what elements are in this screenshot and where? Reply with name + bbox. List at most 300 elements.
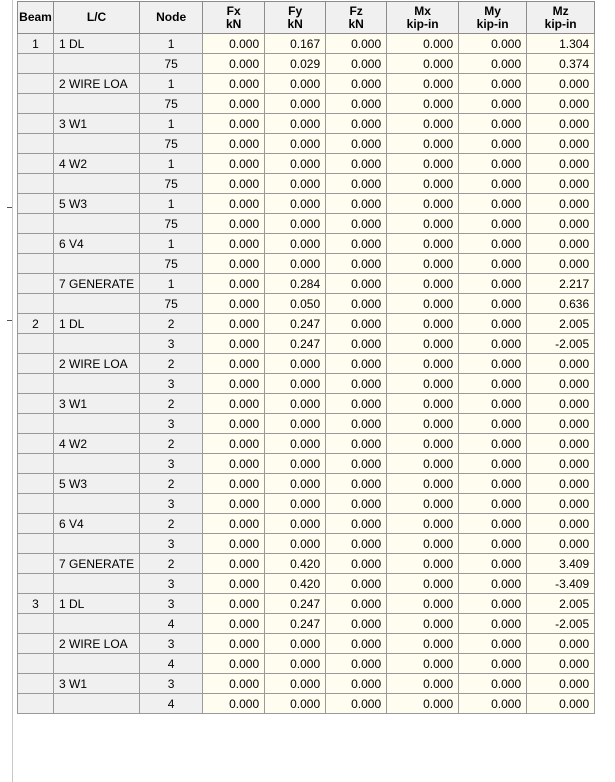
my-cell[interactable]: 0.000: [459, 514, 527, 534]
mx-cell[interactable]: 0.000: [387, 214, 459, 234]
node-cell[interactable]: 75: [140, 94, 203, 114]
mx-cell[interactable]: 0.000: [387, 234, 459, 254]
fy-cell[interactable]: 0.247: [265, 594, 326, 614]
mz-cell[interactable]: -2.005: [527, 334, 595, 354]
node-cell[interactable]: 2: [140, 394, 203, 414]
node-cell[interactable]: 1: [140, 194, 203, 214]
fz-cell[interactable]: 0.000: [326, 374, 387, 394]
beam-cell[interactable]: [18, 514, 54, 534]
fz-cell[interactable]: 0.000: [326, 214, 387, 234]
fy-cell[interactable]: 0.247: [265, 334, 326, 354]
fz-cell[interactable]: 0.000: [326, 614, 387, 634]
beam-cell[interactable]: [18, 414, 54, 434]
mz-cell[interactable]: 0.000: [527, 674, 595, 694]
beam-cell[interactable]: [18, 274, 54, 294]
node-cell[interactable]: 1: [140, 114, 203, 134]
mz-cell[interactable]: 0.000: [527, 214, 595, 234]
node-cell[interactable]: 3: [140, 414, 203, 434]
mz-cell[interactable]: 0.000: [527, 134, 595, 154]
fy-cell[interactable]: 0.000: [265, 114, 326, 134]
fz-cell[interactable]: 0.000: [326, 154, 387, 174]
beam-cell[interactable]: [18, 474, 54, 494]
node-cell[interactable]: 4: [140, 694, 203, 714]
load-case-cell[interactable]: [54, 254, 140, 274]
load-case-cell[interactable]: 3 W1: [54, 114, 140, 134]
fy-cell[interactable]: 0.000: [265, 394, 326, 414]
my-cell[interactable]: 0.000: [459, 274, 527, 294]
fx-cell[interactable]: 0.000: [203, 554, 265, 574]
my-cell[interactable]: 0.000: [459, 34, 527, 54]
fx-cell[interactable]: 0.000: [203, 194, 265, 214]
col-header-fz[interactable]: [326, 2, 387, 34]
fz-cell[interactable]: 0.000: [326, 314, 387, 334]
load-case-cell[interactable]: 6 V4: [54, 234, 140, 254]
table-row[interactable]: [18, 54, 595, 74]
mx-cell[interactable]: 0.000: [387, 634, 459, 654]
fx-cell[interactable]: 0.000: [203, 234, 265, 254]
fz-cell[interactable]: 0.000: [326, 354, 387, 374]
beam-cell[interactable]: [18, 194, 54, 214]
my-cell[interactable]: 0.000: [459, 214, 527, 234]
node-cell[interactable]: 4: [140, 654, 203, 674]
node-cell[interactable]: 75: [140, 54, 203, 74]
fz-cell[interactable]: 0.000: [326, 694, 387, 714]
fx-cell[interactable]: 0.000: [203, 174, 265, 194]
fz-cell[interactable]: 0.000: [326, 54, 387, 74]
fx-cell[interactable]: 0.000: [203, 74, 265, 94]
col-header-mz[interactable]: [527, 2, 595, 34]
load-case-cell[interactable]: 3 W1: [54, 394, 140, 414]
table-row[interactable]: [18, 514, 595, 534]
my-cell[interactable]: 0.000: [459, 474, 527, 494]
node-cell[interactable]: 3: [140, 374, 203, 394]
table-row[interactable]: [18, 614, 595, 634]
mx-cell[interactable]: 0.000: [387, 594, 459, 614]
load-case-cell[interactable]: 2 WIRE LOA: [54, 354, 140, 374]
beam-cell[interactable]: [18, 654, 54, 674]
table-row[interactable]: [18, 74, 595, 94]
my-cell[interactable]: 0.000: [459, 414, 527, 434]
fz-cell[interactable]: 0.000: [326, 654, 387, 674]
mz-cell[interactable]: 3.409: [527, 554, 595, 574]
mz-cell[interactable]: 0.000: [527, 454, 595, 474]
mx-cell[interactable]: 0.000: [387, 394, 459, 414]
mz-cell[interactable]: 0.000: [527, 254, 595, 274]
fz-cell[interactable]: 0.000: [326, 394, 387, 414]
table-row[interactable]: [18, 574, 595, 594]
node-cell[interactable]: 1: [140, 154, 203, 174]
table-row[interactable]: [18, 694, 595, 714]
mx-cell[interactable]: 0.000: [387, 434, 459, 454]
mz-cell[interactable]: -2.005: [527, 614, 595, 634]
table-row[interactable]: [18, 494, 595, 514]
fx-cell[interactable]: 0.000: [203, 354, 265, 374]
fy-cell[interactable]: 0.000: [265, 354, 326, 374]
load-case-cell[interactable]: [54, 454, 140, 474]
load-case-cell[interactable]: [54, 414, 140, 434]
beam-cell[interactable]: [18, 574, 54, 594]
my-cell[interactable]: 0.000: [459, 594, 527, 614]
my-cell[interactable]: 0.000: [459, 634, 527, 654]
mz-cell[interactable]: 0.000: [527, 694, 595, 714]
col-header-fy[interactable]: [265, 2, 326, 34]
table-row[interactable]: [18, 254, 595, 274]
fz-cell[interactable]: 0.000: [326, 194, 387, 214]
fx-cell[interactable]: 0.000: [203, 434, 265, 454]
fz-cell[interactable]: 0.000: [326, 254, 387, 274]
fy-cell[interactable]: 0.000: [265, 654, 326, 674]
table-row[interactable]: [18, 34, 595, 54]
load-case-cell[interactable]: 2 WIRE LOA: [54, 74, 140, 94]
fx-cell[interactable]: 0.000: [203, 274, 265, 294]
node-cell[interactable]: 2: [140, 554, 203, 574]
node-cell[interactable]: 3: [140, 454, 203, 474]
load-case-cell[interactable]: [54, 134, 140, 154]
col-header-mx[interactable]: [387, 2, 459, 34]
table-row[interactable]: [18, 634, 595, 654]
fy-cell[interactable]: 0.000: [265, 94, 326, 114]
my-cell[interactable]: 0.000: [459, 654, 527, 674]
my-cell[interactable]: 0.000: [459, 554, 527, 574]
mx-cell[interactable]: 0.000: [387, 314, 459, 334]
table-row[interactable]: [18, 554, 595, 574]
fx-cell[interactable]: 0.000: [203, 694, 265, 714]
mz-cell[interactable]: 2.005: [527, 594, 595, 614]
mx-cell[interactable]: 0.000: [387, 294, 459, 314]
fy-cell[interactable]: 0.247: [265, 614, 326, 634]
beam-cell[interactable]: [18, 334, 54, 354]
fx-cell[interactable]: 0.000: [203, 454, 265, 474]
load-case-cell[interactable]: 3 W1: [54, 674, 140, 694]
fz-cell[interactable]: 0.000: [326, 434, 387, 454]
mz-cell[interactable]: 0.000: [527, 514, 595, 534]
fz-cell[interactable]: 0.000: [326, 514, 387, 534]
mx-cell[interactable]: 0.000: [387, 674, 459, 694]
my-cell[interactable]: 0.000: [459, 254, 527, 274]
beam-cell[interactable]: [18, 134, 54, 154]
my-cell[interactable]: 0.000: [459, 534, 527, 554]
load-case-cell[interactable]: [54, 494, 140, 514]
fx-cell[interactable]: 0.000: [203, 214, 265, 234]
fy-cell[interactable]: 0.050: [265, 294, 326, 314]
load-case-cell[interactable]: 4 W2: [54, 434, 140, 454]
fx-cell[interactable]: 0.000: [203, 674, 265, 694]
table-row[interactable]: [18, 334, 595, 354]
fx-cell[interactable]: 0.000: [203, 514, 265, 534]
table-row[interactable]: [18, 674, 595, 694]
fx-cell[interactable]: 0.000: [203, 594, 265, 614]
load-case-cell[interactable]: 7 GENERATE: [54, 274, 140, 294]
load-case-cell[interactable]: [54, 334, 140, 354]
beam-cell[interactable]: [18, 634, 54, 654]
beam-cell[interactable]: [18, 554, 54, 574]
my-cell[interactable]: 0.000: [459, 114, 527, 134]
table-row[interactable]: [18, 474, 595, 494]
fy-cell[interactable]: 0.000: [265, 174, 326, 194]
fx-cell[interactable]: 0.000: [203, 634, 265, 654]
fx-cell[interactable]: 0.000: [203, 394, 265, 414]
node-cell[interactable]: 2: [140, 354, 203, 374]
table-row[interactable]: [18, 594, 595, 614]
my-cell[interactable]: 0.000: [459, 294, 527, 314]
mz-cell[interactable]: 2.217: [527, 274, 595, 294]
beam-cell[interactable]: [18, 674, 54, 694]
load-case-cell[interactable]: [54, 574, 140, 594]
beam-cell[interactable]: [18, 214, 54, 234]
mz-cell[interactable]: 0.000: [527, 654, 595, 674]
mx-cell[interactable]: 0.000: [387, 374, 459, 394]
beam-cell[interactable]: [18, 294, 54, 314]
fx-cell[interactable]: 0.000: [203, 374, 265, 394]
col-header-fx[interactable]: [203, 2, 265, 34]
my-cell[interactable]: 0.000: [459, 94, 527, 114]
fx-cell[interactable]: 0.000: [203, 154, 265, 174]
beam-cell[interactable]: [18, 454, 54, 474]
load-case-cell[interactable]: [54, 54, 140, 74]
fz-cell[interactable]: 0.000: [326, 274, 387, 294]
beam-cell[interactable]: [18, 114, 54, 134]
load-case-cell[interactable]: [54, 374, 140, 394]
mz-cell[interactable]: 0.000: [527, 434, 595, 454]
table-row[interactable]: [18, 374, 595, 394]
fz-cell[interactable]: 0.000: [326, 574, 387, 594]
fz-cell[interactable]: 0.000: [326, 294, 387, 314]
mx-cell[interactable]: 0.000: [387, 614, 459, 634]
fy-cell[interactable]: 0.000: [265, 214, 326, 234]
node-cell[interactable]: 2: [140, 434, 203, 454]
beam-cell[interactable]: 2: [18, 314, 54, 334]
node-cell[interactable]: 75: [140, 254, 203, 274]
load-case-cell[interactable]: [54, 174, 140, 194]
node-cell[interactable]: 3: [140, 534, 203, 554]
my-cell[interactable]: 0.000: [459, 614, 527, 634]
my-cell[interactable]: 0.000: [459, 454, 527, 474]
mz-cell[interactable]: 0.000: [527, 194, 595, 214]
mz-cell[interactable]: 0.636: [527, 294, 595, 314]
mz-cell[interactable]: 0.000: [527, 474, 595, 494]
load-case-cell[interactable]: 2 WIRE LOA: [54, 634, 140, 654]
mx-cell[interactable]: 0.000: [387, 54, 459, 74]
node-cell[interactable]: 75: [140, 134, 203, 154]
load-case-cell[interactable]: [54, 694, 140, 714]
load-case-cell[interactable]: 1 DL: [54, 314, 140, 334]
beam-cell[interactable]: [18, 154, 54, 174]
beam-cell[interactable]: 1: [18, 34, 54, 54]
fy-cell[interactable]: 0.247: [265, 314, 326, 334]
mx-cell[interactable]: 0.000: [387, 154, 459, 174]
fx-cell[interactable]: 0.000: [203, 534, 265, 554]
mz-cell[interactable]: 0.000: [527, 354, 595, 374]
node-cell[interactable]: 3: [140, 594, 203, 614]
mx-cell[interactable]: 0.000: [387, 694, 459, 714]
mz-cell[interactable]: -3.409: [527, 574, 595, 594]
table-row[interactable]: [18, 314, 595, 334]
mx-cell[interactable]: 0.000: [387, 654, 459, 674]
fz-cell[interactable]: 0.000: [326, 414, 387, 434]
node-cell[interactable]: 75: [140, 294, 203, 314]
table-row[interactable]: [18, 654, 595, 674]
mx-cell[interactable]: 0.000: [387, 454, 459, 474]
fy-cell[interactable]: 0.000: [265, 674, 326, 694]
mx-cell[interactable]: 0.000: [387, 134, 459, 154]
fy-cell[interactable]: 0.000: [265, 254, 326, 274]
my-cell[interactable]: 0.000: [459, 494, 527, 514]
table-row[interactable]: [18, 174, 595, 194]
beam-cell[interactable]: [18, 354, 54, 374]
load-case-cell[interactable]: 6 V4: [54, 514, 140, 534]
load-case-cell[interactable]: [54, 654, 140, 674]
mz-cell[interactable]: 1.304: [527, 34, 595, 54]
my-cell[interactable]: 0.000: [459, 174, 527, 194]
fz-cell[interactable]: 0.000: [326, 554, 387, 574]
table-row[interactable]: [18, 134, 595, 154]
fy-cell[interactable]: 0.000: [265, 474, 326, 494]
node-cell[interactable]: 1: [140, 74, 203, 94]
beam-cell[interactable]: [18, 234, 54, 254]
mx-cell[interactable]: 0.000: [387, 574, 459, 594]
mz-cell[interactable]: 0.000: [527, 634, 595, 654]
table-row[interactable]: [18, 354, 595, 374]
beam-cell[interactable]: [18, 534, 54, 554]
my-cell[interactable]: 0.000: [459, 314, 527, 334]
fz-cell[interactable]: 0.000: [326, 474, 387, 494]
table-row[interactable]: [18, 434, 595, 454]
fz-cell[interactable]: 0.000: [326, 534, 387, 554]
table-row[interactable]: [18, 234, 595, 254]
col-header-lc[interactable]: [54, 2, 140, 34]
table-row[interactable]: [18, 394, 595, 414]
fy-cell[interactable]: 0.000: [265, 194, 326, 214]
fx-cell[interactable]: 0.000: [203, 34, 265, 54]
fx-cell[interactable]: 0.000: [203, 134, 265, 154]
fy-cell[interactable]: 0.000: [265, 494, 326, 514]
node-cell[interactable]: 2: [140, 474, 203, 494]
node-cell[interactable]: 2: [140, 514, 203, 534]
node-cell[interactable]: 1: [140, 274, 203, 294]
mx-cell[interactable]: 0.000: [387, 534, 459, 554]
beam-cell[interactable]: [18, 394, 54, 414]
beam-cell[interactable]: [18, 614, 54, 634]
node-cell[interactable]: 2: [140, 314, 203, 334]
mx-cell[interactable]: 0.000: [387, 34, 459, 54]
node-cell[interactable]: 1: [140, 34, 203, 54]
table-row[interactable]: [18, 414, 595, 434]
mx-cell[interactable]: 0.000: [387, 334, 459, 354]
fz-cell[interactable]: 0.000: [326, 174, 387, 194]
beam-cell[interactable]: [18, 94, 54, 114]
table-row[interactable]: [18, 534, 595, 554]
beam-cell[interactable]: [18, 694, 54, 714]
mx-cell[interactable]: 0.000: [387, 94, 459, 114]
mx-cell[interactable]: 0.000: [387, 274, 459, 294]
fz-cell[interactable]: 0.000: [326, 594, 387, 614]
mz-cell[interactable]: 2.005: [527, 314, 595, 334]
fx-cell[interactable]: 0.000: [203, 494, 265, 514]
node-cell[interactable]: 75: [140, 214, 203, 234]
load-case-cell[interactable]: [54, 614, 140, 634]
load-case-cell[interactable]: [54, 214, 140, 234]
fx-cell[interactable]: 0.000: [203, 54, 265, 74]
my-cell[interactable]: 0.000: [459, 234, 527, 254]
mz-cell[interactable]: 0.000: [527, 74, 595, 94]
mz-cell[interactable]: 0.000: [527, 534, 595, 554]
mx-cell[interactable]: 0.000: [387, 494, 459, 514]
left-splitter[interactable]: [0, 0, 17, 782]
my-cell[interactable]: 0.000: [459, 674, 527, 694]
table-row[interactable]: [18, 94, 595, 114]
fy-cell[interactable]: 0.000: [265, 374, 326, 394]
fy-cell[interactable]: 0.000: [265, 154, 326, 174]
mx-cell[interactable]: 0.000: [387, 514, 459, 534]
mx-cell[interactable]: 0.000: [387, 114, 459, 134]
fy-cell[interactable]: 0.000: [265, 634, 326, 654]
load-case-cell[interactable]: [54, 534, 140, 554]
node-cell[interactable]: 3: [140, 334, 203, 354]
fz-cell[interactable]: 0.000: [326, 34, 387, 54]
fz-cell[interactable]: 0.000: [326, 94, 387, 114]
fz-cell[interactable]: 0.000: [326, 114, 387, 134]
table-row[interactable]: [18, 154, 595, 174]
fx-cell[interactable]: 0.000: [203, 114, 265, 134]
fz-cell[interactable]: 0.000: [326, 634, 387, 654]
mx-cell[interactable]: 0.000: [387, 554, 459, 574]
fy-cell[interactable]: 0.000: [265, 134, 326, 154]
mz-cell[interactable]: 0.374: [527, 54, 595, 74]
fx-cell[interactable]: 0.000: [203, 254, 265, 274]
mx-cell[interactable]: 0.000: [387, 474, 459, 494]
mz-cell[interactable]: 0.000: [527, 374, 595, 394]
fy-cell[interactable]: 0.000: [265, 694, 326, 714]
node-cell[interactable]: 3: [140, 634, 203, 654]
mz-cell[interactable]: 0.000: [527, 414, 595, 434]
fy-cell[interactable]: 0.029: [265, 54, 326, 74]
node-cell[interactable]: 1: [140, 234, 203, 254]
fz-cell[interactable]: 0.000: [326, 334, 387, 354]
node-cell[interactable]: 3: [140, 674, 203, 694]
table-row[interactable]: [18, 294, 595, 314]
my-cell[interactable]: 0.000: [459, 74, 527, 94]
fz-cell[interactable]: 0.000: [326, 134, 387, 154]
fz-cell[interactable]: 0.000: [326, 454, 387, 474]
node-cell[interactable]: 3: [140, 574, 203, 594]
beam-cell[interactable]: 3: [18, 594, 54, 614]
mz-cell[interactable]: 0.000: [527, 94, 595, 114]
my-cell[interactable]: 0.000: [459, 54, 527, 74]
col-header-node[interactable]: [140, 2, 203, 34]
fx-cell[interactable]: 0.000: [203, 314, 265, 334]
fy-cell[interactable]: 0.000: [265, 514, 326, 534]
node-cell[interactable]: 4: [140, 614, 203, 634]
table-row[interactable]: [18, 454, 595, 474]
fx-cell[interactable]: 0.000: [203, 654, 265, 674]
mx-cell[interactable]: 0.000: [387, 194, 459, 214]
mz-cell[interactable]: 0.000: [527, 494, 595, 514]
mz-cell[interactable]: 0.000: [527, 114, 595, 134]
col-header-beam[interactable]: [18, 2, 54, 34]
beam-cell[interactable]: [18, 174, 54, 194]
fz-cell[interactable]: 0.000: [326, 74, 387, 94]
beam-cell[interactable]: [18, 74, 54, 94]
mz-cell[interactable]: 0.000: [527, 234, 595, 254]
fx-cell[interactable]: 0.000: [203, 414, 265, 434]
mx-cell[interactable]: 0.000: [387, 414, 459, 434]
beam-cell[interactable]: [18, 434, 54, 454]
beam-cell[interactable]: [18, 374, 54, 394]
mz-cell[interactable]: 0.000: [527, 394, 595, 414]
my-cell[interactable]: 0.000: [459, 334, 527, 354]
col-header-my[interactable]: [459, 2, 527, 34]
beam-cell[interactable]: [18, 494, 54, 514]
